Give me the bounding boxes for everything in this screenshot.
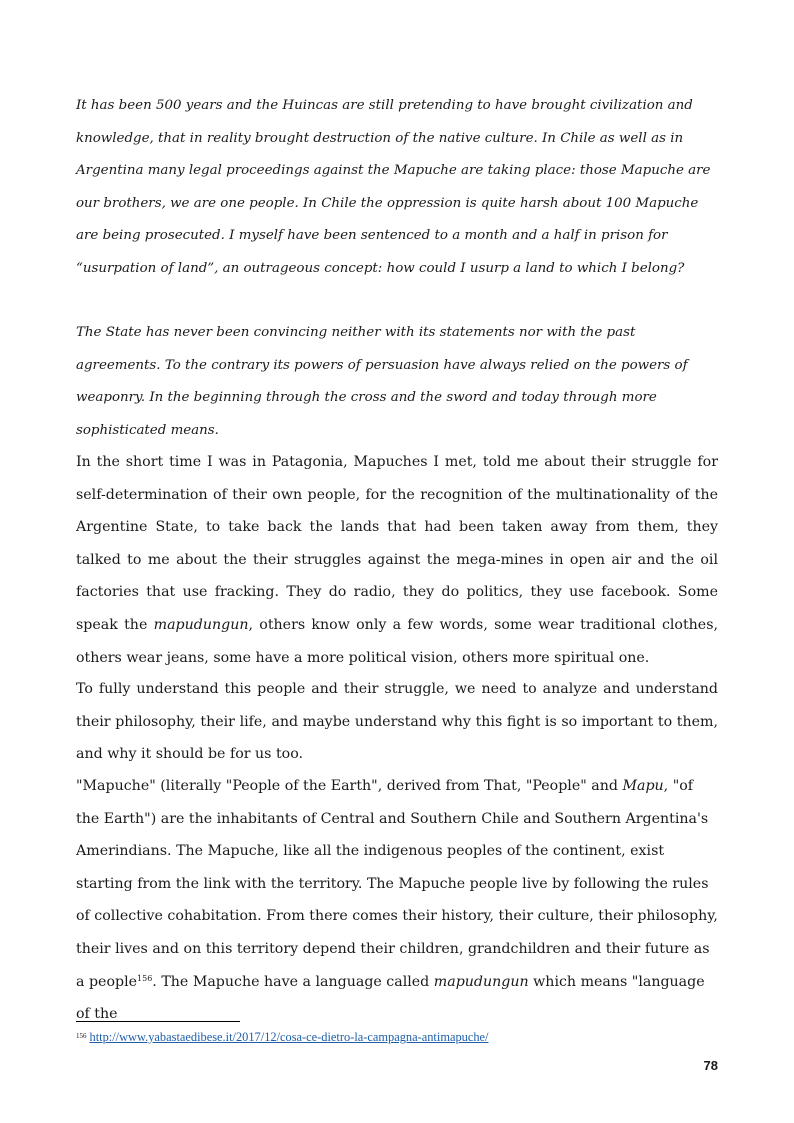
- quote-paragraph-2: The State has never been convincing neither with its statements nor with the past agreements. To the contrary its powers of persuasion have always relied on the powers of weaponry. In the beginning through the cross and the sword and today through more sophisticated means.: [76, 325, 688, 438]
- term-mapudungun: mapudungun: [153, 616, 249, 633]
- para1-text-b: , others know only a few words, some wear traditional clothes, others wear jeans, some have a more political vision, others more spiritual one.: [76, 616, 718, 666]
- footnote-reference[interactable]: 156: [137, 973, 153, 983]
- body-paragraph-3: [76, 770, 718, 1031]
- term-mapu: Mapu: [622, 778, 664, 794]
- footnote-separator: [76, 1021, 240, 1022]
- footnote-link[interactable]: http://www.yabastaedibese.it/2017/12/cosa-ce-dietro-la-campagna-antimapuche/: [89, 1030, 489, 1044]
- para3-text-d: which means "language of the: [76, 973, 705, 1023]
- para1-text-a: In the short time I was in Patagonia, Mapuches I met, told me about their struggle for self-determination of their own people, for the recognition of the multinationality of the Argentine State, to take back the lands that had been taken away from them, they talked to me about the their struggles against the mega-mines in open air and the oil factories that use fracking. They do radio, they do politics, they use facebook. Some speak the: [76, 454, 718, 633]
- page-number: 78: [703, 1058, 718, 1073]
- body-paragraph-1: [76, 446, 718, 674]
- quote-paragraph-1: It has been 500 years and the Huincas are still pretending to have brought civilization and knowledge, that in reality brought destruction of the native culture. In Chile as well as in Argentina many legal proceedings against the Mapuche are taking place: those Mapuche are our brothers, we are one people. In Chile the oppression is quite harsh about 100 Mapuche are being prosecuted. I myself have been sentenced to a month and a half in prison for “usurpation of land”, an outrageous concept: how could I usurp a land to which I belong?: [76, 98, 711, 276]
- para3-text-a: "Mapuche" (literally "People of the Earth", derived from That, "People" and: [76, 778, 618, 794]
- para3-text-b: , "of the Earth") are the inhabitants of Central and Southern Chile and Southern Argentina's Amerindians. The Mapuche, like all the indigenous peoples of the continent, exist starting from the link with the territory. The Mapuche people live by following the rules of collective cohabitation. From there comes their history, their culture, their philosophy, their lives and on this territory depend their children, grandchildren and their future as a people: [76, 778, 718, 990]
- footnote: [76, 1030, 489, 1045]
- term-mapudungun-2: mapudungun: [433, 973, 529, 990]
- body-paragraph-2: To fully understand this people and their struggle, we need to analyze and understand their philosophy, their life, and maybe understand why this fight is so important to them, and why it should be for us too.: [76, 681, 718, 763]
- footnote-number: 156: [76, 1032, 87, 1040]
- para3-text-c: . The Mapuche have a language called: [152, 973, 430, 990]
